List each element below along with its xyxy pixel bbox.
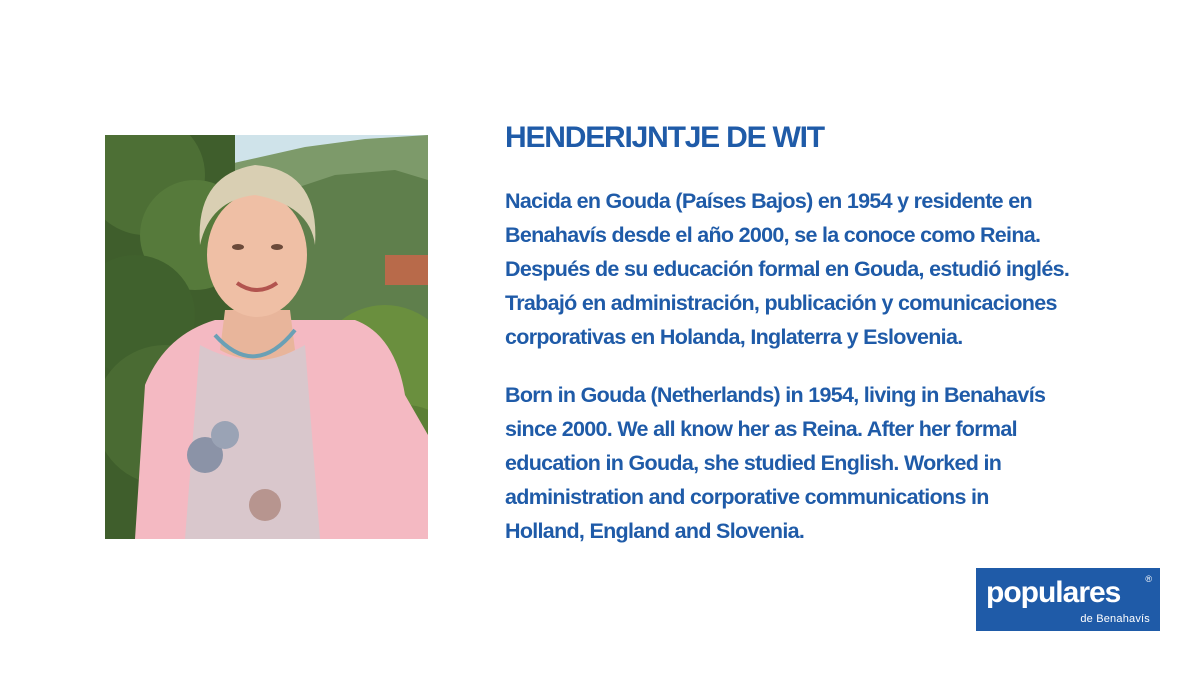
bio-es-line: Después de su educación formal en Gouda, estudió inglés.	[505, 257, 1070, 281]
bio-es-line: corporativas en Holanda, Inglaterra y Eslovenia.	[505, 325, 963, 349]
bio-spanish	[505, 184, 1165, 354]
portrait-photo	[105, 135, 428, 539]
bio-es-line: Benahavís desde el año 2000, se la conoce como Reina.	[505, 223, 1041, 247]
bio-en-line: education in Gouda, she studied English. Worked in	[505, 451, 1002, 475]
bio-en-line: Holland, England and Slovenia.	[505, 519, 805, 543]
portrait-illustration	[105, 135, 428, 539]
logo-wordmark: populares	[986, 576, 1121, 609]
person-name: HENDERIJNTJE DE WIT	[505, 121, 824, 154]
bio-section	[505, 118, 1165, 572]
logo-registered-mark: ®	[1145, 574, 1152, 584]
logo-subtitle: de Benahavís	[1080, 613, 1150, 625]
populares-logo	[976, 568, 1160, 631]
bio-es-line: Trabajó en administración, publicación y comunicaciones	[505, 291, 1057, 315]
bio-english	[505, 378, 1165, 548]
bio-en-line: since 2000. We all know her as Reina. After her formal	[505, 417, 1017, 441]
bio-en-line: administration and corporative communications in	[505, 485, 989, 509]
bio-es-line: Nacida en Gouda (Países Bajos) en 1954 y residente en	[505, 189, 1032, 213]
bio-en-line: Born in Gouda (Netherlands) in 1954, living in Benahavís	[505, 383, 1046, 407]
